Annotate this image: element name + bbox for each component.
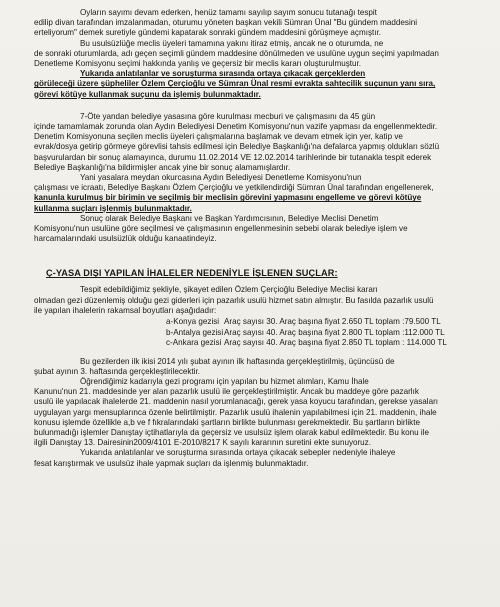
text-line: Yukarıda anlatılanlar ve soruşturma sırasında ortaya çıkacak gerçeklerden (80, 69, 366, 79)
text-line: evrak/dosya getirip görmeye görevlisi tahsis edilmesi için Belediye Başkanlığı'na defalarca yapmış oldukları sözlü (34, 142, 440, 152)
text-line: Öğrendiğimiz kadarıyla gezi programı için yapılan bu hizmet alımları, Kamu İhale (80, 376, 369, 386)
text-line: ilgili Danıştay 13. Dairesinin2009/4101 E-2010/8217 K sayılı kararının suretini ekte sunuyoruz. (34, 438, 371, 448)
text-line: 7-Öte yandan belediye yasasına göre kurulması mecburi ve çalışmasını da 45 gün (80, 111, 376, 121)
text-line: görüleceği üzere şüpheliler Özlem Çerçioğlu ve Sümran Ünal resmi evrakta sahtecilik suçunun yanı sıra, (34, 79, 436, 89)
tour-detail: Araç sayısı 40. Araç başına fiyat 2.850 TL toplam : 114.000 TL (224, 338, 447, 348)
text-line: Yukarıda anlatılanlar ve soruşturma sırasında ortaya çıkacak sebepler nedeniyle ihaleye (80, 448, 396, 458)
text-line: uygulayan yargı mensuplarınca özenle belirtilmiştir. Pazarlık usulü ihalenin yapılabilmesi için 21. maddenin, ihale (34, 407, 437, 417)
text-line: kanunla kurulmuş bir birimin ve seçilmiş bir meclisin görevini yapmasını engelleme ve görevi kötüye (34, 193, 422, 203)
text-line: edilip divan tarafından imzalanmadan, oturumu yöneten başkan vekili Sümran Ünal "Bu gündem maddesini (34, 18, 418, 28)
text-line: çalışması ve icraatı, Belediye Başkanı Özlem Çerçioğlu ve yetkilendirdiği Sümran Ünal tarafından engellenerek, (34, 183, 434, 193)
text-line: olmadan gezi düzenlemiş olduğu gezi giderleri için pazarlık usulü hizmet satın almıştır. Bu fasılda pazarlık usulü (34, 295, 434, 305)
paragraph-conclusion (34, 214, 478, 245)
list-item (166, 328, 478, 339)
text-line: Kanunu'nun 21. maddesinde yer alan pazarlık usulü ile gerçekleştirilmiştir. Ancak bu maddeye göre pazarlık (34, 387, 419, 397)
text-line: Sonuç olarak Belediye Başkanı ve Başkan Yardımcısının, Belediye Meclisi Denetim (80, 213, 379, 223)
paragraph-irregularity (34, 39, 478, 70)
text-line: fesat karıştırmak ve usulsüz ihale yapmak suçları da işlenmiş bulunmaktadır. (34, 458, 309, 468)
paragraph-tour-dates (34, 357, 478, 377)
paragraph-tender-crimes (34, 448, 478, 468)
paragraph-audit-commission (34, 112, 478, 173)
tour-detail: Araç sayısı 30. Araç başına fiyat 2.650 TL toplam :79.500 TL (224, 317, 441, 327)
tour-list (166, 317, 478, 349)
text-line: şubat ayının 3. haftasında gerçekleştirilecektir. (34, 366, 201, 376)
text-line: Yani yasalara meydan okurcasına Aydın Belediyesi Denetleme Komisyonu'nun (80, 173, 362, 183)
text-line: Denetim Komisyonuna seçilen meclis üyeleri çalışmalarına başlamak ve devam etmek için yer, katip ve (34, 132, 403, 142)
text-line: de sonraki oturumlarda, adı geçen seçimli gündem maddesine dönülmeden ve usulüne uygun seçimi yapılmadan (34, 48, 439, 58)
text-line: Tespit edebildiğimiz şekliyle, şikayet edilen Özlem Çerçioğlu Belediye Meclisi kararı (80, 285, 378, 295)
text-line: konusu işlemde özellikle a,b ve f fıkralarındaki şartların birlikte bulunması gerekmektedir. Bu şartların birlikte (34, 417, 420, 427)
text-line: Bu gezilerden ilk ikisi 2014 yılı şubat ayının ilk haftasında gerçekleştirilmiş, üçüncüsü de (80, 356, 395, 366)
paragraph-procurement-law (34, 377, 478, 448)
text-line: Belediye Başkanlığı'na bildirmişler ancak yine bir sonuç alamamışlardır. (34, 162, 291, 172)
text-line: usulü ile yapılacak ihalelerde 21. maddenin nasıl yorumlanacağı, gerek yasa koyucu tarafından, gerekse yasaları (34, 397, 439, 407)
text-line: Oyların sayımı devam ederken, henüz tamamı sayılıp sayım sonucu tutanağı tespit (80, 8, 377, 17)
tour-name: a-Konya gezisi (166, 317, 220, 327)
text-line: başvurulardan bir sonuç alamayınca, durumu 11.02.2014 VE 12.02.2014 tarihlerinde bir tutanakla tespit ederek (34, 152, 432, 162)
text-line: erteliyorum" demek suretiyle gündemi kapatarak sonraki gündem maddesini görüşmeye açmıştır. (34, 28, 382, 38)
list-item (166, 317, 478, 328)
paragraph-forgery-conclusion (34, 69, 478, 100)
text-line: harcamalarındaki usulsüzlük olduğu kanaatindeyiz. (34, 234, 217, 244)
tour-name: c-Ankara gezisi (166, 338, 222, 348)
text-line: içinde tamamlamak zorunda olan Aydın Belediyesi Denetim Komisyonu'nun vazife yapması da engellenmektedir. (34, 122, 438, 132)
text-line: Bu usulsüzlüğe meclis üyeleri tamamına yakını itiraz etmiş, ancak ne o oturumda, ne (80, 38, 384, 48)
tour-name: b-Antalya gezisi (166, 327, 224, 337)
text-line: Denetleme Komisyonu seçimi hakkında yanlış ve geçersiz bir meclis kararı oluşturulmuştur. (34, 59, 362, 69)
tour-detail: Araç sayısı 40. Araç başına fiyat 2.800 TL toplam :112.000 TL (224, 327, 445, 337)
text-line: kullanma suçları işlenmiş bulunmaktadır. (34, 203, 192, 213)
paragraph-obstruction (34, 173, 478, 214)
paragraph-vote-count (34, 8, 478, 39)
text-line: bulunmadığı işlemler Danıştay içtihatlarıyla da geçersiz ve usulsüz işlem olarak kabul edilmektedir. Bu konu ile (34, 428, 429, 437)
section-heading: Ç-YASA DIŞI YAPILAN İHALELER NEDENİYLE İŞLENEN SUÇLAR: (46, 268, 338, 279)
text-line: Komisyonu'nun usulüne göre seçilmesi ve çalışmasının engellenmesinin sebebi olarak belediye işlem ve (34, 224, 408, 234)
paragraph-tenders-intro (34, 285, 478, 316)
text-line: görevi kötüye kullanmak suçunu da işlemiş bulunmaktadır. (34, 89, 261, 99)
list-item (166, 338, 478, 349)
text-line: ile yapılan ihalelerin rakamsal boyutları aşağıdadır: (34, 305, 217, 315)
